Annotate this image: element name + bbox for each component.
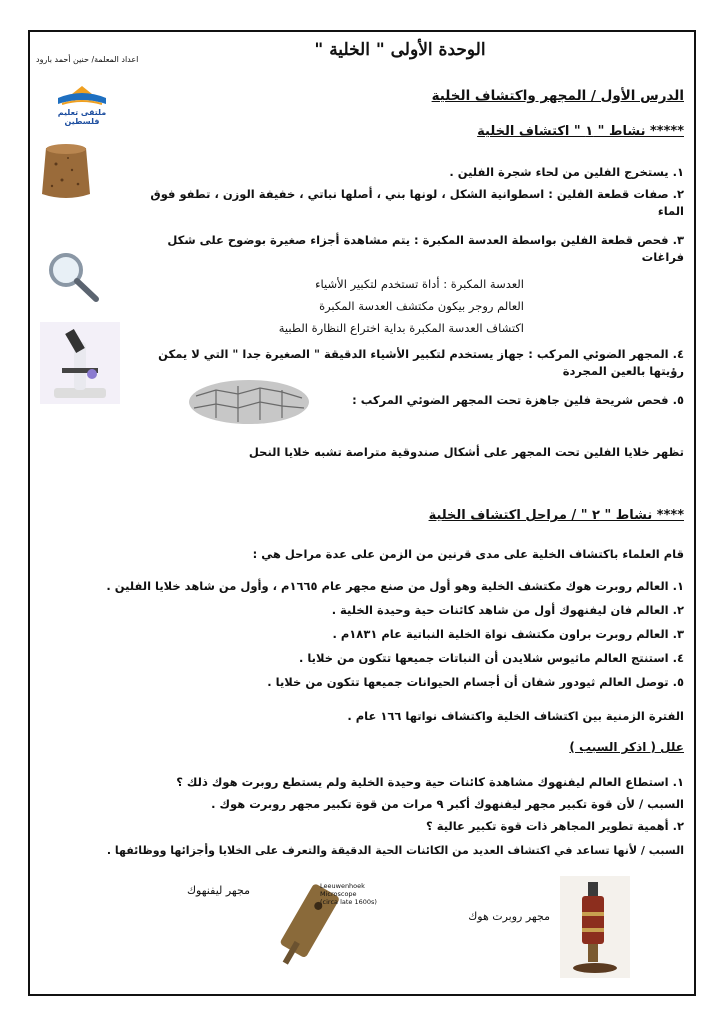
microscope-image xyxy=(40,322,120,404)
reasons-heading: علل ( اذكر السبب ) xyxy=(569,740,684,754)
reason-question-1: ١.استطاع العالم ليفنهوك مشاهدة كائنات حية وحيدة الخلية ولم يستطع روبرت هوك ذلك ؟ xyxy=(176,775,684,789)
lens-discovery: اكتشاف العدسة المكبرة بداية اختراع النظارة الطبية xyxy=(278,321,524,335)
leeuwenhoek-label-1: Leeuwenhoek xyxy=(320,882,365,890)
activity1-item-4: ٤.المجهر الضوئي المركب : جهاز يستخدم لتكبير الأشياء الدقيقة " الصغيرة جدا " التي لا يمكن رؤيتها بالعين المجردة xyxy=(158,347,684,378)
activity2-item-2: ٢.العالم فان ليفنهوك أول من شاهد كائنات حية وحيدة الخلية . xyxy=(331,603,684,617)
magnifier-image xyxy=(46,250,102,304)
activity2-item-4: ٤.استنتج العالم ماثيوس شلايدن أن النباتات جميعها تتكون من خلايا . xyxy=(298,651,684,665)
activity1-item-3: ٣.فحص قطعة الفلين بواسطة العدسة المكبرة : يتم مشاهدة أجزاء صغيرة بوضوح على شكل فراغات xyxy=(167,233,684,264)
leeuwenhoek-label-3: (circa late 1600s) xyxy=(320,898,377,906)
activity1-heading: ***** نشاط " ١ " اكتشاف الخلية xyxy=(477,124,684,139)
activity1-item-5: ٥.فحص شريحة فلين جاهزة تحت المجهر الضوئي المركب : xyxy=(352,393,684,407)
logo xyxy=(40,80,124,126)
activity2-intro: قام العلماء باكتشاف الخلية على مدى قرنين من الزمن على عدة مراحل هي : xyxy=(252,547,684,561)
lens-scientist: العالم روجر بيكون مكتشف العدسة المكبرة xyxy=(319,299,524,313)
author-credit: اعداد المعلمة/ حنين أحمد بارود xyxy=(36,55,139,64)
lens-definition: العدسة المكبرة : أداة تستخدم لتكبير الأشياء xyxy=(315,277,524,291)
reason-answer-1: السبب / لأن قوة تكبير مجهر ليفنهوك أكبر ٩ مرات من قوة تكبير مجهر روبرت هوك . xyxy=(211,797,684,811)
lesson-title: الدرس الأول / المجهر واكتشاف الخلية xyxy=(431,88,684,104)
activity1-conclusion: تظهر خلايا الفلين تحت المجهر على أشكال صندوقية متراصة تشبه خلايا النحل xyxy=(248,445,684,459)
logo-text: ملتقى تعليم فلسطين xyxy=(57,108,107,126)
cork-cells-image xyxy=(186,378,312,426)
activity2-item-1: ١.العالم روبرت هوك مكتشف الخلية وهو أول من صنع مجهر عام ١٦٦٥م ، وأول من شاهد خلايا الفلين . xyxy=(106,579,684,593)
hooke-microscope-image xyxy=(560,876,630,978)
activity2-item-3: ٣.العالم روبرت براون مكتشف نواة الخلية النباتية عام ١٨٣١م . xyxy=(332,627,684,641)
cork-image xyxy=(34,140,98,204)
leeuwenhoek-microscope-image xyxy=(254,876,384,972)
leeuwenhoek-label-2: Microscope xyxy=(320,890,357,898)
activity1-item-2: ٢.صفات قطعة الفلين : اسطوانية الشكل ، لونها بني ، أصلها نباتي ، خفيفة الوزن ، تطفو فوق الماء xyxy=(150,187,684,218)
leeuwenhoek-caption: مجهر ليفنهوك xyxy=(186,884,250,897)
activity1-item-1: ١.يستخرج الفلين من لحاء شجرة الفلين . xyxy=(449,165,684,179)
hooke-caption: مجهر روبرت هوك xyxy=(468,910,550,923)
activity2-heading: **** نشاط " ٢ " / مراحل اكتشاف الخلية xyxy=(428,508,684,523)
reason-question-2: ٢.أهمية تطوير المجاهر ذات قوة تكبير عالية ؟ xyxy=(426,819,684,833)
reason-answer-2: السبب / لأنها تساعد في اكتشاف العديد من الكائنات الحية الدقيقة والتعرف على الخلايا وأجزائها ووظائفها . xyxy=(106,844,684,857)
activity2-period: الفترة الزمنية بين اكتشاف الخلية واكتشاف نواتها ١٦٦ عام . xyxy=(347,709,684,723)
page-title: الوحدة الأولى " الخلية " xyxy=(314,40,486,60)
activity2-item-5: ٥.توصل العالم ثيودور شفان أن أجسام الحيوانات جميعها تتكون من خلايا . xyxy=(267,675,684,689)
